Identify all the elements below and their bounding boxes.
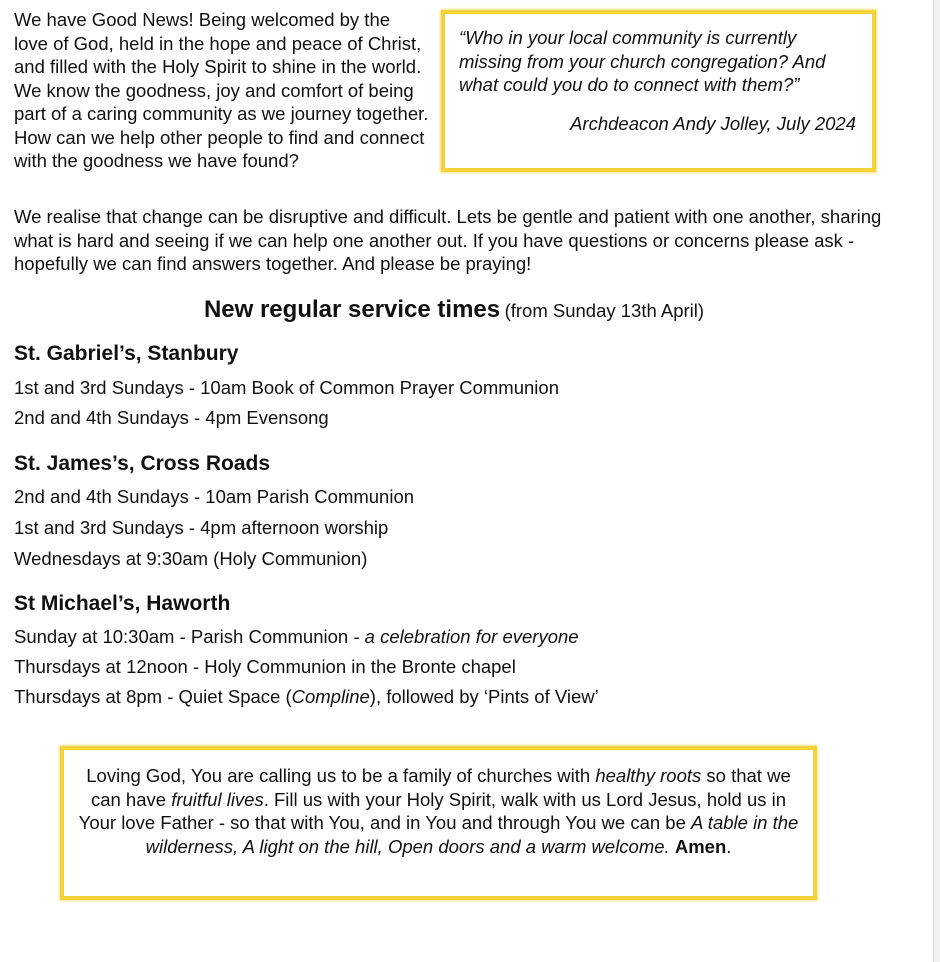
prayer-box <box>60 746 817 900</box>
prayer-segment: . Fill us with your Holy Spirit, walk with us Lord Jesus, hold us in Your love Father - so that with You, and in You and through You we can be <box>78 788 787 833</box>
quote-attribution: Archdeacon Andy Jolley, July 2024 <box>570 112 856 134</box>
prayer-segment: so that we can have <box>90 765 791 810</box>
prayer-text <box>78 764 799 858</box>
service-text: Sunday at 10:30am - Parish Communion - <box>14 626 365 647</box>
service-emphasis: a celebration for everyone <box>364 626 579 647</box>
service-text: Thursdays at 8pm - Quiet Space ( <box>14 686 292 707</box>
service-item: 2nd and 4th Sundays - 4pm Evensong <box>14 407 329 428</box>
service-emphasis: Compline <box>291 686 370 707</box>
quote-text: “Who in your local community is currently missing from your church congregation? And what could you do to connect with them?” <box>459 27 826 95</box>
service-item: 1st and 3rd Sundays - 4pm afternoon worship <box>14 517 389 538</box>
intro-paragraph: We have Good News! Being welcomed by the love of God, held in the hope and peace of Christ, and filled with the Holy Spirit to shine in the world. We know the goodness, joy and comfort of being part of a caring community as we journey together. How can we help other people to find and connect with the goodness we have found? <box>14 9 429 171</box>
change-paragraph: We realise that change can be disruptive and difficult. Lets be gentle and patient with one another, sharing what is hard and seeing if we can help one another out. If you have questions or concerns please ask - hopefully we can find answers together. And please be praying! <box>14 206 882 274</box>
service-text: ), followed by ‘Pints of View’ <box>369 686 599 707</box>
service-item: 1st and 3rd Sundays - 10am Book of Common Prayer Communion <box>14 377 559 398</box>
prayer-segment: Loving God, You are calling us to be a family of churches with <box>86 765 596 786</box>
service-item: Thursdays at 12noon - Holy Communion in the Bronte chapel <box>14 656 516 677</box>
services-heading <box>14 296 894 324</box>
prayer-emphasis: A table in the wilderness, A light on the hill, Open doors and a warm welcome. <box>145 812 799 857</box>
service-item: 2nd and 4th Sundays - 10am Parish Communion <box>14 486 415 507</box>
service-item <box>14 686 599 708</box>
church-name-haworth: St Michael’s, Haworth <box>14 592 231 615</box>
services-heading-title: New regular service times <box>203 296 501 323</box>
prayer-amen: Amen <box>674 835 727 857</box>
church-name-cross-roads: St. James’s, Cross Roads <box>14 452 270 475</box>
service-item <box>14 626 579 648</box>
quote-box <box>441 10 876 172</box>
page-scrollbar[interactable] <box>933 0 940 962</box>
prayer-emphasis: healthy roots <box>595 765 702 786</box>
services-heading-note: (from Sunday 13th April) <box>504 300 705 321</box>
service-item: Wednesdays at 9:30am (Holy Communion) <box>14 548 368 569</box>
church-name-stanbury: St. Gabriel’s, Stanbury <box>14 342 239 365</box>
prayer-emphasis: fruitful lives <box>171 788 264 810</box>
prayer-segment: . <box>726 835 732 857</box>
